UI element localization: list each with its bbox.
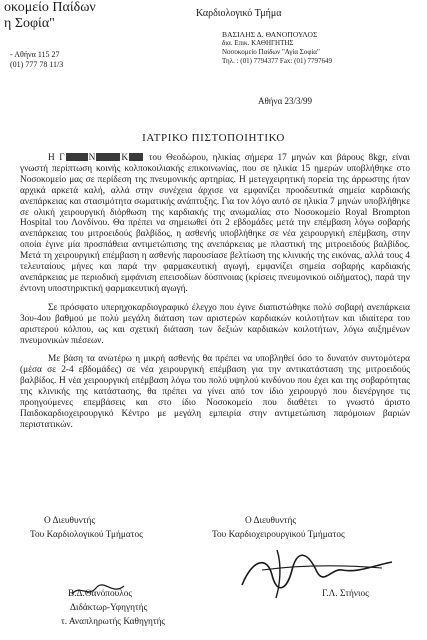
patient-initial-3: Κ bbox=[121, 153, 129, 163]
redaction-block bbox=[66, 153, 88, 161]
left-signatory-heading: Ο Διευθυντής bbox=[44, 516, 96, 526]
letterhead-address: - Αθήνα 115 27 bbox=[10, 50, 60, 59]
letterhead-phone: (01) 777 78 11/3 bbox=[10, 60, 64, 69]
right-signature-scribble bbox=[232, 540, 402, 600]
left-signatory-title-2: τ. Αναπληρωτής Καθηγητής bbox=[61, 617, 166, 627]
body-paragraph-2: Σε πρόσφατο υπερηχοκαρδιογραφικό έλεγχο που έγινε διαπιστώθηκε πολύ σοβαρή ανεπάρκεια 3ου-4ου βαθμού με πολύ μεγάλη διάταση των αριστερών καρδιακών κοιλοτήτων και ιδιαίτερα του αριστερού κόλπου, ως και σχετική διάταση των δεξιών καρδιακών κοιλοτήτων, λόγω αυξημένων πνευμονικών πιέσεων. bbox=[20, 302, 410, 346]
left-signatory-title-1: Διδάκτωρ-Υφηγητής bbox=[70, 603, 148, 613]
letterhead-line-1: οκομείο Παίδων bbox=[4, 0, 96, 15]
certificate-body bbox=[20, 153, 410, 431]
doctor-hospital: Νοσοκομείο Παίδων "Αγία Σοφία" bbox=[222, 48, 320, 56]
redaction-block bbox=[96, 153, 120, 161]
left-signatory-department: Του Καρδιολογικού Τμήματος bbox=[30, 530, 143, 540]
left-signatory-name: Β.Δ.Θανόπουλος bbox=[68, 589, 133, 599]
document-date: Αθήνα 23/3/99 bbox=[258, 96, 313, 106]
doctor-contact: Τηλ. : (01) 7794377 Fax: (01) 7797649 bbox=[222, 57, 333, 65]
patient-prefix: Η Γ bbox=[48, 153, 65, 163]
right-signatory-name: Γ.Λ. Στήνιος bbox=[322, 589, 369, 599]
hospital-letterhead bbox=[4, 0, 144, 70]
redaction-block bbox=[129, 153, 143, 161]
doctor-name: ΒΑΣΙΛΗΣ Δ. ΘΑΝΟΠΟΥΛΟΣ bbox=[222, 30, 318, 39]
paragraph-1-text: του Θεοδώρου, ηλικίας σήμερα 17 μηνών και βάρους 8kgr, είναι γνωστή περίπτωση κοινής κολποκοιλιακής επικοινωνίας, που σε ηλικία 15 ημερών υποβλήθηκε στο Νοσοκομείο μας σε περίδεση της πνευμονικής αρτηρίας. Η μετεγχειρητική πορεία της άρρωστης ήταν αρχικά αρκετά καλή, αλλά στην συνέχεια άρχισε να εμφανίζει προοδευτικά σημεία καρδιακής ανεπάρκειας και στασιμότητα σωματικής ανάπτυξης. Για τον λόγο αυτό σε ηλικία 7 μηνών υποβλήθηκε σε ολική χειρουργική διόρθωση της καρδιακής της ανωμαλίας στο Νοσοκομείο Royal Brompton Hospital του Λονδίνου. Θα πρέπει να σημειωθεί ότι 2 εβδομάδες μετά την επέμβαση λόγω σοβαρής ανεπάρκειας του μιτροειδούς βαλβίδος, η ασθενής υποβλήθηκε σε νέα χειρουργική επέμβαση, στην οποία έγινε μία προσπάθεια αντιμετώπισης της ανεπάρκειας με πλαστική της μιτροειδούς βαλβίδος. Μετά τη χειρουργική επέμβαση η ασθενής παρουσίασε βελτίωση της κλινικής της εικόνας, αλλά τους 4 τελευταίους μήνες και παρά την φαρμακευτική αγωγή, εμφανίζει σημεία σοβαρής καρδιακής ανεπάρκειας με περιοδική εμφάνιση επεισοδίων δύσπνοιας (κρίσεις πνευμονικού οιδήματος), παρά την έντονη υποστηρικτική φαρμακευτική αγωγή. bbox=[20, 153, 411, 294]
doctor-letterhead bbox=[222, 30, 422, 66]
doctor-role: δια. Επικ. ΚΑΘΗΓΗΤΗΣ bbox=[222, 39, 294, 47]
body-paragraph-3: Με βάση τα ανωτέρω η μικρή ασθενής θα πρέπει να υποβληθεί όσο το δυνατόν συντομότερα (μέσα σε 2-4 εβδομάδες) σε νέα χειρουργική επέμβαση για την αντικατάσταση της μιτροειδούς βαλβίδος. Η νέα χειρουργική επέμβαση λόγω του πολύ υψηλού κινδύνου που έχει και της σοβαρότητας της κλινικής της κατάστασης, θα πρέπει να γίνει από τον ίδιο χειρουργό που διενέργησε τις προηγούμενες επεμβάσεις και στο ίδιο Νοσοκομείο που διαθέτει το γνωστό άριστο Παιδοκαρδιοχειρουργικό Κέντρο με μεγάλη εμπειρία στην αντιμετώπιση παρόμοιων βαριών περιστατικών. bbox=[20, 354, 410, 430]
patient-initial-2: Ν bbox=[88, 153, 96, 163]
right-signatory-department: Του Καρδιοχειρουργικού Τμήματος bbox=[212, 530, 345, 540]
letterhead-line-2: η Σοφία" bbox=[4, 16, 55, 31]
body-paragraph-1 bbox=[20, 153, 410, 295]
document-title: ΙΑΤΡΙΚΟ ΠΙΣΤΟΠΟΙΗΤΙΚΟ bbox=[142, 132, 285, 144]
right-signatory-heading: Ο Διευθυντής bbox=[245, 516, 297, 526]
department-heading: Καρδιολογικό Τμήμα bbox=[196, 8, 282, 19]
